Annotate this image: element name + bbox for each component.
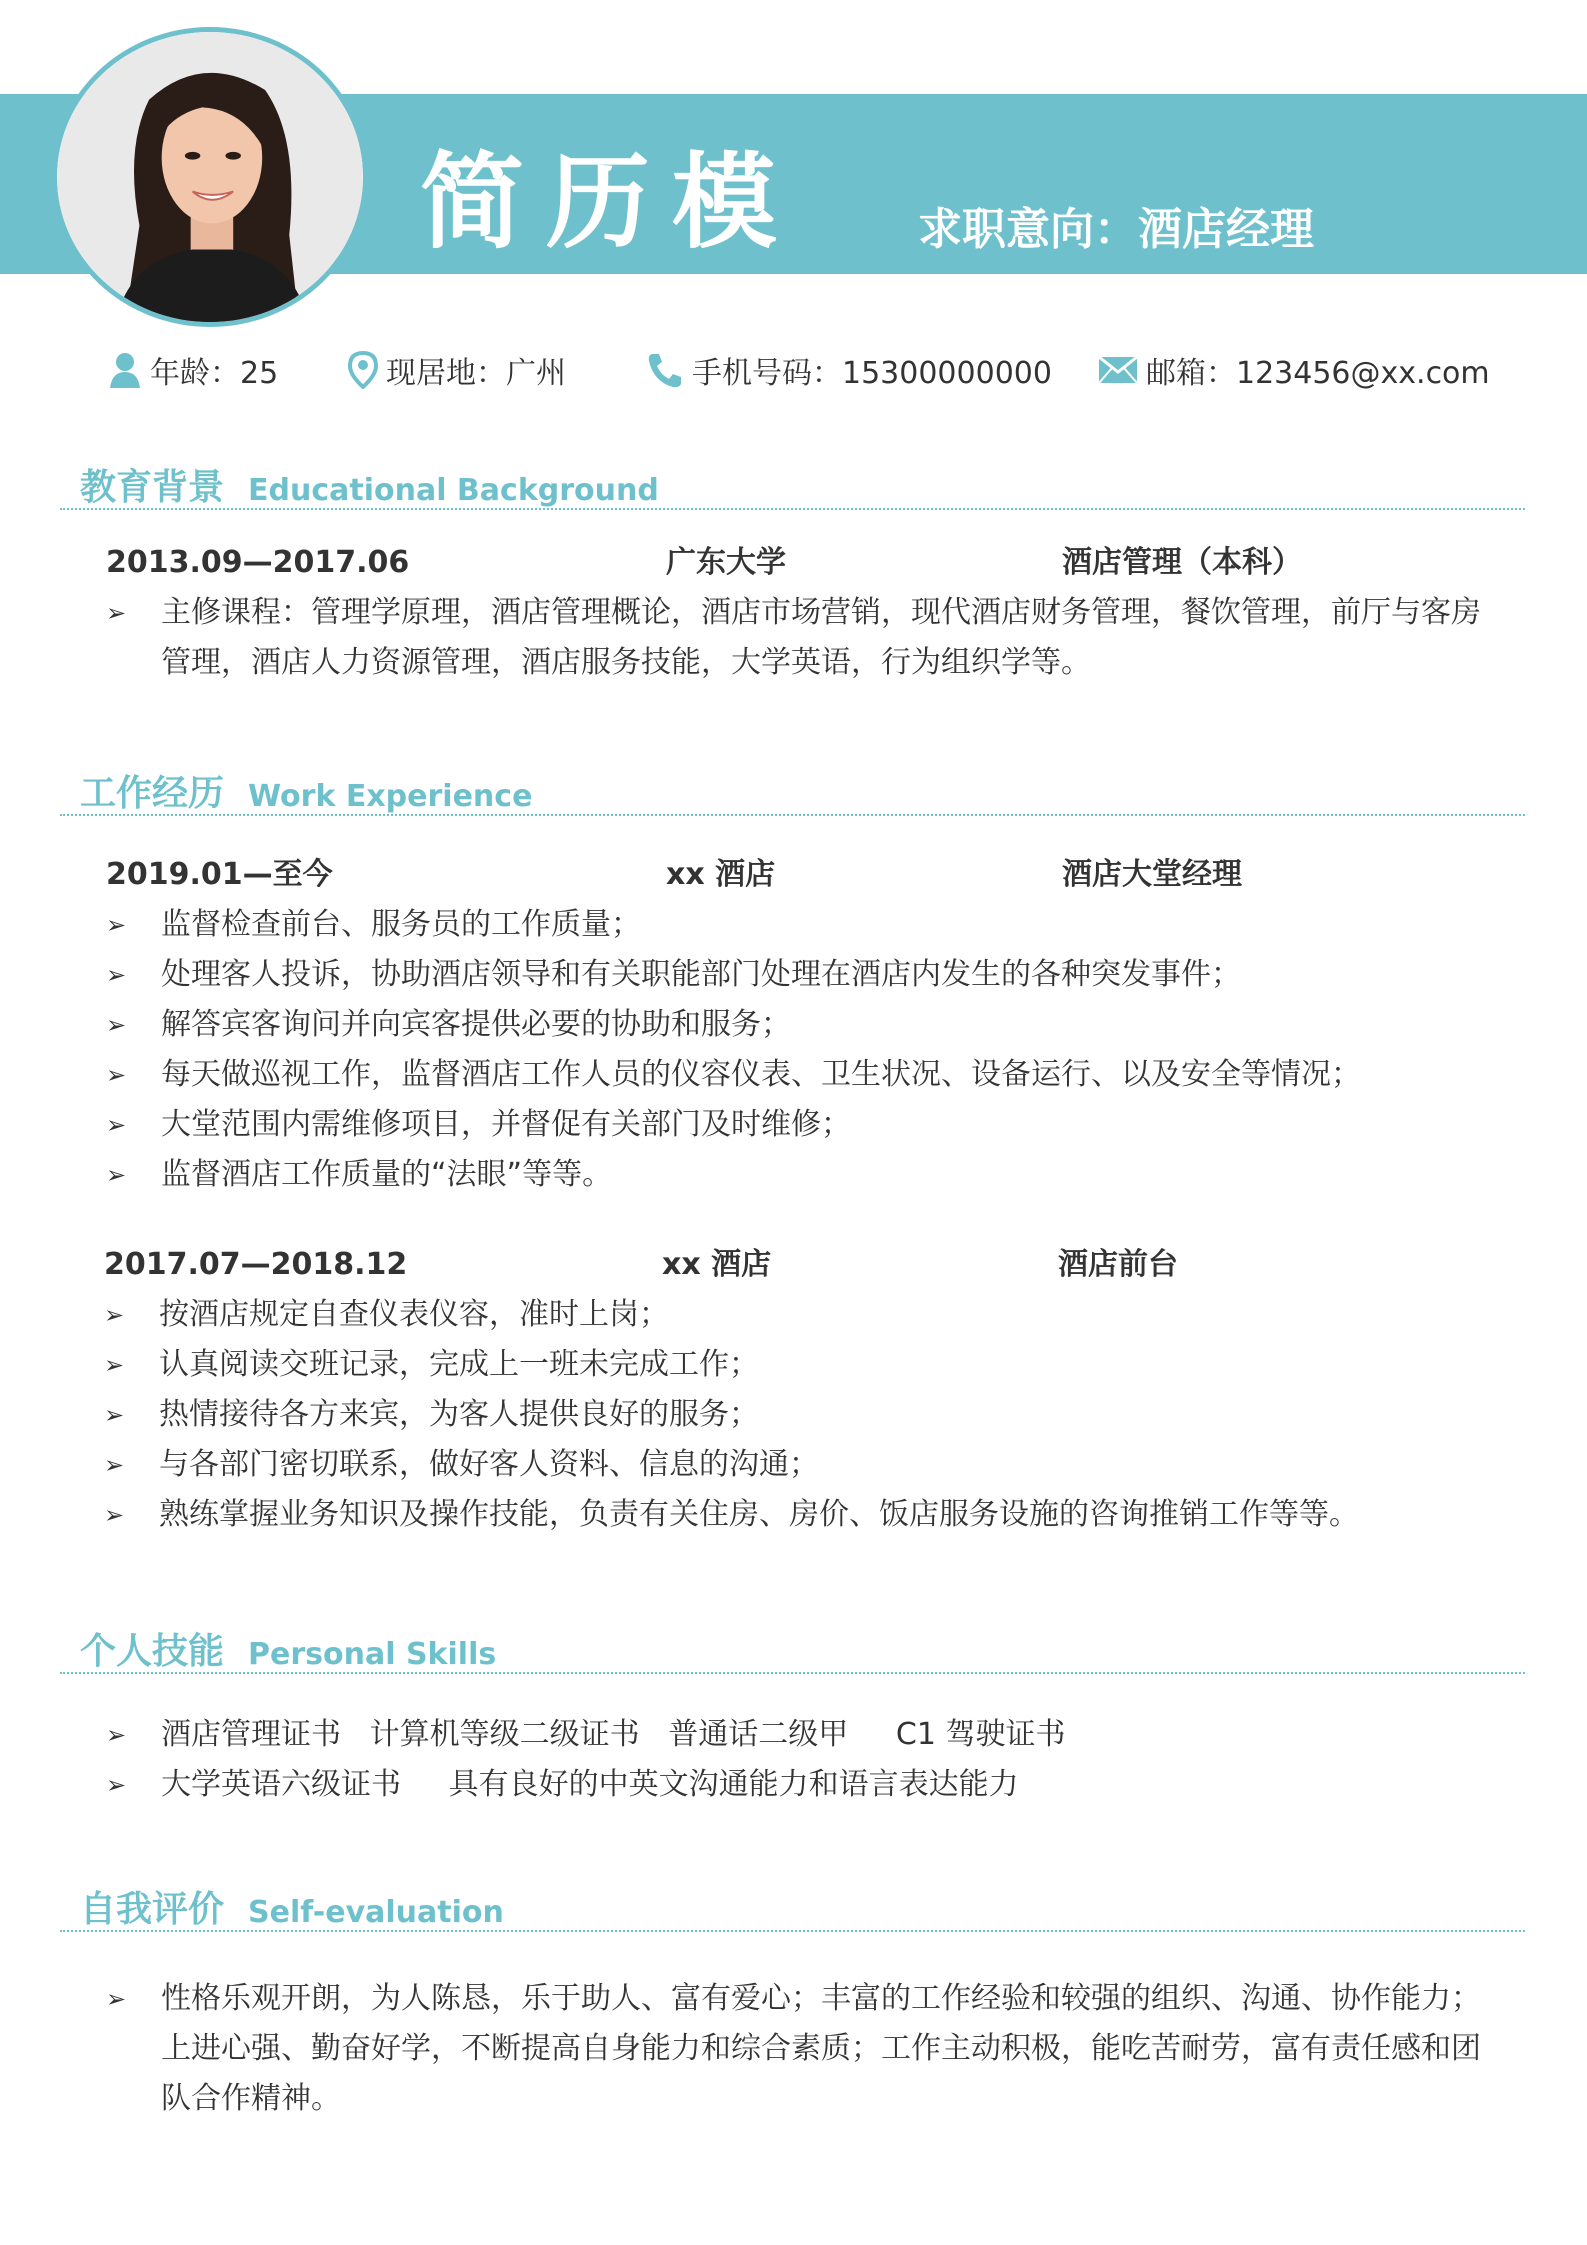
list-item <box>106 588 1486 688</box>
bullet-text: 熟练掌握业务知识及操作技能，负责有关住房、房价、饭店服务设施的咨询推销工作等等。 <box>159 1497 1359 1532</box>
list-item <box>106 1760 1486 1810</box>
section-divider <box>60 1930 1525 1932</box>
bullet-text: 性格乐观开朗，为人陈恳，乐于助人、富有爱心；丰富的工作经验和较强的组织、沟通、协作能力；上进心强、勤奋好学，不断提高自身能力和综合素质；工作主动积极，能吃苦耐劳，富有责任感和团队合作精神。 <box>161 1981 1481 2116</box>
job-position: 酒店大堂经理 <box>1062 857 1242 892</box>
contact-location <box>348 348 566 392</box>
section-title-cn: 个人技能 <box>80 1631 225 1672</box>
self-eval-section-title <box>80 1889 504 1930</box>
job-position: 酒店前台 <box>1058 1247 1178 1282</box>
arrow-bullet-icon: ➢ <box>104 1451 125 1479</box>
list-item <box>106 950 1486 1000</box>
bullet-text: 解答宾客询问并向宾客提供必要的协助和服务； <box>161 1007 791 1042</box>
list-item <box>106 1000 1486 1050</box>
job-intent: 求职意向：酒店经理 <box>918 204 1314 255</box>
job-company: xx 酒店 <box>666 857 776 892</box>
section-divider <box>60 814 1525 816</box>
arrow-bullet-icon: ➢ <box>106 1011 127 1039</box>
bullet-text: 热情接待各方来宾，为客人提供良好的服务； <box>159 1397 759 1432</box>
profile-photo <box>52 27 368 327</box>
skills-section-title <box>80 1631 497 1672</box>
person-icon <box>108 352 142 388</box>
job-period: 2017.07—2018.12 <box>104 1247 408 1282</box>
education-section-title <box>80 467 659 508</box>
location-pin-icon <box>348 351 378 389</box>
list-item <box>104 1490 1484 1540</box>
bullet-text: 认真阅读交班记录，完成上一班未完成工作； <box>159 1347 759 1382</box>
section-title-cn: 教育背景 <box>80 467 225 508</box>
portrait-image <box>57 32 363 322</box>
bullet-text: 主修课程：管理学原理，酒店管理概论，酒店市场营销，现代酒店财务管理，餐饮管理，前厅与客房管理，酒店人力资源管理，酒店服务技能，大学英语，行为组织学等。 <box>161 595 1481 680</box>
arrow-bullet-icon: ➢ <box>104 1501 125 1529</box>
skills-bullets <box>106 1710 1486 1810</box>
list-item <box>106 900 1486 950</box>
bullet-text: 大学英语六级证书 具有良好的中英文沟通能力和语言表达能力 <box>161 1767 1019 1802</box>
arrow-bullet-icon: ➢ <box>104 1401 125 1429</box>
self-eval-bullets <box>106 1974 1486 2124</box>
education-bullets <box>106 588 1486 688</box>
bullet-text: 按酒店规定自查仪表仪容，准时上岗； <box>159 1297 669 1332</box>
arrow-bullet-icon: ➢ <box>106 911 127 939</box>
contact-phone-text: 手机号码：15300000000 <box>692 356 1052 391</box>
section-title-en: Work Experience <box>248 779 533 814</box>
bullet-text: 酒店管理证书 计算机等级二级证书 普通话二级甲 C1 驾驶证书 <box>161 1717 1066 1752</box>
section-title-cn: 自我评价 <box>80 1889 225 1930</box>
job-company: xx 酒店 <box>662 1247 772 1282</box>
arrow-bullet-icon: ➢ <box>106 1111 127 1139</box>
list-item <box>106 1974 1486 2124</box>
arrow-bullet-icon: ➢ <box>106 961 127 989</box>
envelope-icon <box>1098 356 1138 384</box>
bullet-text: 监督检查前台、服务员的工作质量； <box>161 907 641 942</box>
arrow-bullet-icon: ➢ <box>104 1351 125 1379</box>
section-title-en: Personal Skills <box>248 1637 497 1672</box>
arrow-bullet-icon: ➢ <box>106 599 127 627</box>
bullet-text: 与各部门密切联系，做好客人资料、信息的沟通； <box>159 1447 819 1482</box>
job-2-bullets <box>104 1290 1484 1540</box>
contact-location-text: 现居地：广州 <box>386 356 566 391</box>
contact-age <box>108 348 278 392</box>
bullet-text: 大堂范围内需维修项目，并督促有关部门及时维修； <box>161 1107 851 1142</box>
section-divider <box>60 508 1525 510</box>
education-major: 酒店管理（本科） <box>1062 545 1302 580</box>
arrow-bullet-icon: ➢ <box>106 1721 127 1749</box>
bullet-text: 监督酒店工作质量的“法眼”等等。 <box>161 1157 613 1192</box>
bullet-text: 处理客人投诉，协助酒店领导和有关职能部门处理在酒店内发生的各种突发事件； <box>161 957 1241 992</box>
list-item <box>104 1440 1484 1490</box>
page-title: 简历模 <box>420 141 799 263</box>
job-1-bullets <box>106 900 1486 1200</box>
list-item <box>104 1390 1484 1440</box>
education-period: 2013.09—2017.06 <box>106 545 410 580</box>
list-item <box>104 1340 1484 1390</box>
contact-age-text: 年龄：25 <box>150 356 279 391</box>
arrow-bullet-icon: ➢ <box>106 1985 127 2013</box>
list-item <box>106 1150 1486 1200</box>
phone-icon <box>646 351 684 389</box>
arrow-bullet-icon: ➢ <box>104 1301 125 1329</box>
list-item <box>106 1100 1486 1150</box>
contact-phone <box>646 348 1052 392</box>
job-period: 2019.01—至今 <box>106 857 333 892</box>
education-school: 广东大学 <box>666 545 786 580</box>
list-item <box>106 1050 1486 1100</box>
section-divider <box>60 1672 1525 1674</box>
work-section-title <box>80 773 533 814</box>
arrow-bullet-icon: ➢ <box>106 1061 127 1089</box>
section-title-cn: 工作经历 <box>80 773 225 814</box>
bullet-text: 每天做巡视工作，监督酒店工作人员的仪容仪表、卫生状况、设备运行、以及安全等情况； <box>161 1057 1361 1092</box>
contact-email-text: 邮箱：123456@xx.com <box>1146 356 1490 391</box>
list-item <box>104 1290 1484 1340</box>
arrow-bullet-icon: ➢ <box>106 1161 127 1189</box>
arrow-bullet-icon: ➢ <box>106 1771 127 1799</box>
section-title-en: Self-evaluation <box>248 1895 504 1930</box>
section-title-en: Educational Background <box>248 473 659 508</box>
list-item <box>106 1710 1486 1760</box>
contact-email <box>1098 348 1490 392</box>
